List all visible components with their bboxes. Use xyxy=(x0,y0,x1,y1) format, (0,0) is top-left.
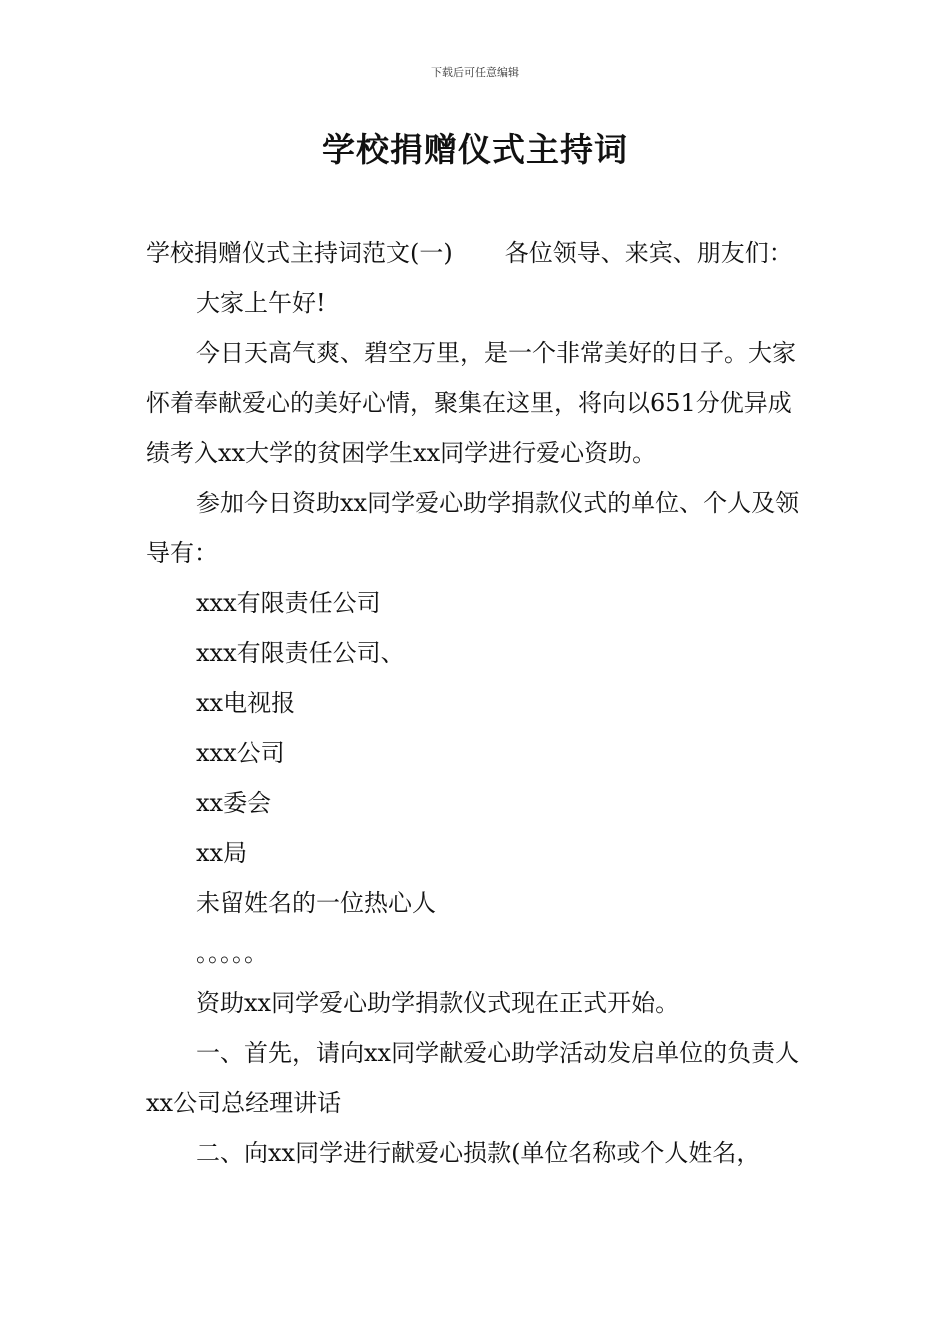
document-title: 学校捐赠仪式主持词 xyxy=(322,130,628,169)
paragraph-start: 资助xx同学爱心助学捐款仪式现在正式开始。 xyxy=(196,989,680,1017)
opening-heading: 学校捐赠仪式主持词范文(一) xyxy=(146,239,453,267)
attendee-item: xx委会 xyxy=(196,789,272,817)
header-note: 下载后可任意编辑 xyxy=(431,66,519,79)
salutation: 各位领导、来宾、朋友们： xyxy=(504,239,793,267)
attendee-item: xx电视报 xyxy=(196,689,296,717)
paragraph-greeting: 大家上午好! xyxy=(196,289,326,317)
paragraph-step-2: 二、向xx同学进行献爱心损款(单位名称或个人姓名， xyxy=(196,1139,761,1167)
paragraph-intro: 今日天高气爽、碧空万里，是一个非常美好的日子。大家怀着奉献爱心的美好心情，聚集在这里，将向以651分优异成绩考入xx大学的贫困学生xx同学进行爱心资助。 xyxy=(146,339,796,467)
document-body xyxy=(146,228,810,1178)
attendee-item: xxx有限责任公司、 xyxy=(196,639,405,667)
ellipsis-line: 。。。。。 xyxy=(196,939,268,967)
opening-paragraph xyxy=(146,228,810,278)
attendee-item: xxx公司 xyxy=(196,739,285,767)
attendee-item: xx局 xyxy=(196,839,248,867)
attendee-item: xxx有限责任公司 xyxy=(196,589,381,617)
paragraph-attendees-intro: 参加今日资助xx同学爱心助学捐款仪式的单位、个人及领导有： xyxy=(146,489,800,567)
paragraph-step-1: 一、首先，请向xx同学献爱心助学活动发启单位的负责人xx公司总经理讲话 xyxy=(146,1039,800,1117)
attendee-item: 未留姓名的一位热心人 xyxy=(196,889,436,917)
